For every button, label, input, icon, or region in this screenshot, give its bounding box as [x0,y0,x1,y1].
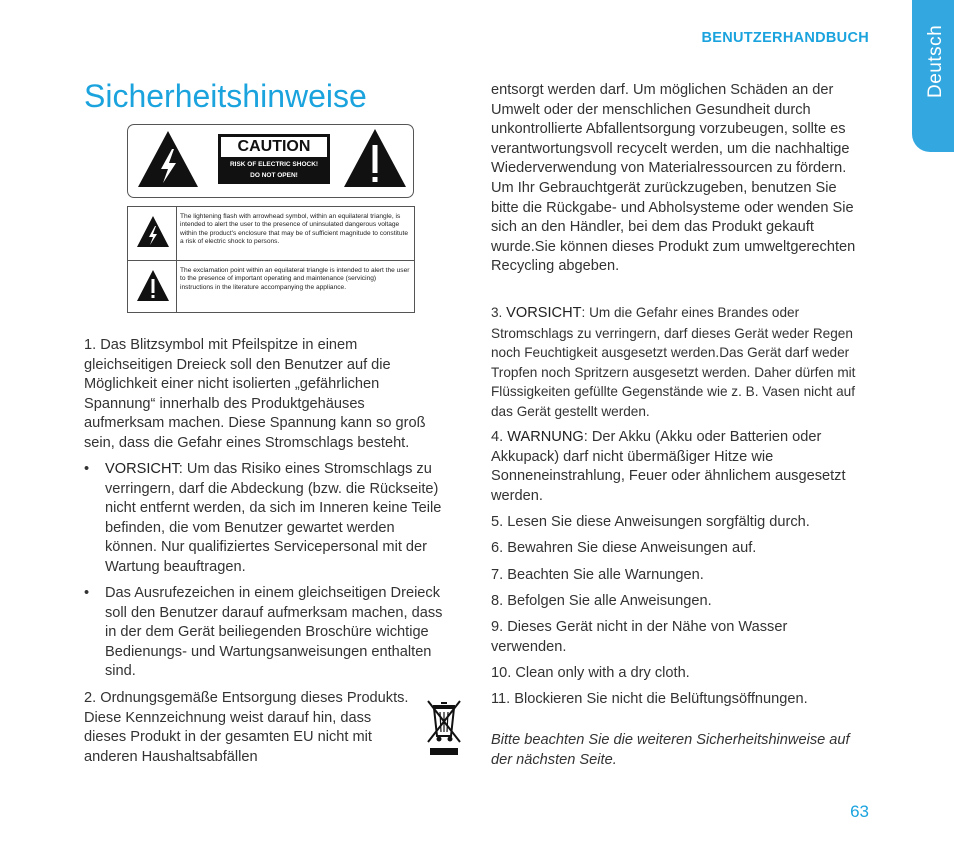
running-header: BENUTZERHANDBUCH [701,30,869,46]
item-1: 1. Das Blitzsymbol mit Pfeilspitze in einem gleichseitigen Dreieck soll den Benutzer auf die Möglichkeit einer nicht isolierten „gefährlichen Spannung“ innerhalb des Produktgehäuses aufmerksam machen. Diese Spannung kann so groß sein, dass die Gefahr eines Stromschlags besteht. [84,337,426,451]
item-7: 7. Beachten Sie alle Warnungen. [491,567,704,583]
symbol-explanation-table [127,206,415,313]
item-4-prefix: 4. [491,429,508,445]
bullet-exclamation: Das Ausrufezeichen in einem gleichseitigen Dreieck soll den Benutzer darauf aufmerksam machen, dass in der dem Gerät beiliegenden Broschüre wichtige Bedienungs- und Wartungsanweisungen enthalten sind. [105,585,443,680]
caution-label [127,124,414,198]
bullet-dot-2: • [84,585,90,601]
language-tab[interactable] [912,0,954,152]
symbol-row-exclamation-text: The exclamation point within an equilateral triangle is intended to alert the user to the presence of important operating and maintenance (servicing) instructions in the literature accompanying the appliance. [180,267,410,291]
item-3-prefix: 3. [491,305,507,320]
symbol-row-lightning [128,207,414,261]
symbol-row-lightning-text: The lightening flash with arrowhead symbol, within an equilateral triangle, is intended to alert the user to the presence of uninsulated dangerous voltage within the product's enclosure that may be of sufficient magnitude to constitute a risk of electric shock to persons. [180,213,409,246]
caution-line-2: DO NOT OPEN! [250,172,298,179]
bullet-dot-1: • [84,461,90,477]
item-2: 2. Ordnungsgemäße Entsorgung dieses Produkts. Diese Kennzeichnung weist darauf hin, dass dieses Produkt in der gesamten EU nicht mit anderen Haushaltsabfällen [84,690,409,765]
item-10: 10. Clean only with a dry cloth. [491,665,690,681]
caution-line-1: RISK OF ELECTRIC SHOCK! [229,161,319,168]
page-number: 63 [850,802,869,821]
item-5: 5. Lesen Sie diese Anweisungen sorgfältig durch. [491,514,810,530]
symbol-row-exclamation [128,261,414,312]
lightning-triangle-icon [136,215,170,249]
weee-crossed-bin-icon [424,698,464,758]
item-3-text: : Um die Gefahr eines Brandes oder Stromschlags zu verringern, darf dieses Gerät weder Regen noch Feuchtigkeit ausgesetzt werden.Das Gerät darf weder Tropfen noch Spritzern ausgesetzt werden. Daher dürfen mit Flüssigkeiten gefüllte Gegenstände wie z. B. Vasen nicht auf das Gerät gestellt werden. [491,305,856,419]
bullet-vorsicht-bold: VORSICHT [105,461,179,477]
item-8: 8. Befolgen Sie alle Anweisungen. [491,593,712,609]
language-tab-label: Deutsch [925,24,946,98]
item-9: 9. Dieses Gerät nicht in der Nähe von Wasser verwenden. [491,619,788,655]
exclamation-triangle-icon [136,269,170,303]
item-2-continued: entsorgt werden darf. Um möglichen Schäden an der Umwelt oder der menschlichen Gesundheit durch unkontrollierte Abfallentsorgung vorzubeugen, sollte es verantwortungsvoll recycelt werden, um die nachhaltige Wiederverwendung von Materialressourcen zu fördern. Um Ihr Gebrauchtgerät zurückzugeben, benutzen Sie bitte die Rückgabe- und Abholsysteme oder wenden Sie sich an den Händler, bei dem das Produkt gekauft wurde.Sie können dieses Produkt zum umweltgerechten Recycling abgeben. [491,82,856,275]
next-page-note: Bitte beachten Sie die weiteren Sicherheitshinweise auf der nächsten Seite. [491,732,850,768]
item-4-text: : Der Akku (Akku oder Batterien oder Akkupack) darf nicht übermäßiger Hitze wie Sonneneinstrahlung, Feuer oder ähnlichem ausgesetzt werden. [491,429,846,504]
caution-center-panel [218,134,330,184]
item-11: 11. Blockieren Sie nicht die Belüftungsöffnungen. [491,691,808,707]
item-3-bold: VORSICHT [506,305,582,321]
bullet-vorsicht [105,460,447,578]
caution-word: CAUTION [221,137,327,157]
item-4 [491,428,861,506]
page-title: Sicherheitshinweise [84,78,367,114]
item-3 [491,303,871,422]
lightning-warning-icon [136,129,200,189]
item-6: 6. Bewahren Sie diese Anweisungen auf. [491,540,757,556]
item-4-bold: WARNUNG [507,429,584,445]
bullet-vorsicht-text: : Um das Risiko eines Stromschlags zu verringern, darf die Abdeckung (bzw. die Rückseite) nicht entfernt werden, da sich im Inneren keine Teile befinden, die vom Benutzer gewartet werden können. Nur qualifiziertes Servicepersonal mit der Wartung beauftragen. [105,461,442,575]
exclamation-warning-icon [342,127,408,189]
